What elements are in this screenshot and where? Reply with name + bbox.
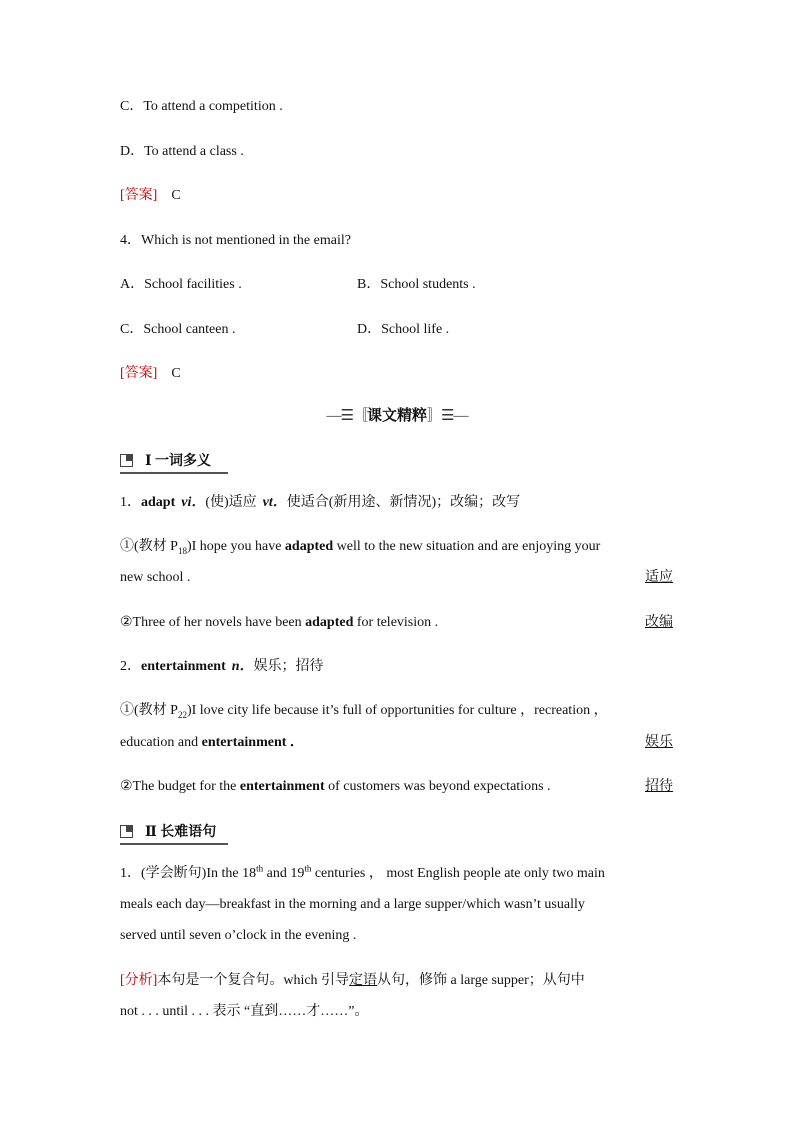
keyword: adapted [284, 539, 334, 554]
banner-right-decoration: 〛☰— [427, 408, 468, 424]
section-title: Ⅰ 一词多义 [145, 454, 212, 469]
example-text: of customers was beyond expectations . [324, 779, 551, 794]
section-underline [120, 843, 228, 845]
analysis-keyword: 定语 [349, 973, 378, 988]
example-1-2-answer: 改编 [645, 615, 673, 630]
section-heading-2 [120, 821, 216, 841]
section-title: Ⅱ 长难语句 [145, 825, 217, 840]
answer-label: [答案] [120, 188, 158, 203]
section-square-icon [120, 825, 133, 838]
example-text: education and [120, 735, 202, 750]
analysis-text: 从句，修饰 a large supper；从句中 [377, 973, 585, 988]
example-2-2 [120, 777, 551, 797]
sentence-text: and 19 [263, 866, 305, 881]
example-2-2-answer: 招待 [645, 779, 673, 794]
q4-option-b: B．School students . [357, 277, 476, 292]
example-source: ①(教材 P [120, 703, 178, 718]
banner-left-decoration: —☰〚 [326, 408, 367, 424]
ordinal-suffix: th [256, 863, 264, 874]
q4-option-a: A．School facilities . [120, 277, 242, 292]
example-source: ①(教材 P [120, 539, 178, 554]
section-underline [120, 472, 228, 474]
definition: 娱乐；招待 [253, 659, 324, 674]
keyword: entertainment ． [201, 735, 304, 750]
ordinal-suffix: th [304, 863, 312, 874]
example-text: )I hope you have [186, 539, 285, 554]
analysis-line2: not . . . until . . . 表示 “直到……才……”。 [120, 1004, 369, 1019]
example-2-1-answer: 娱乐 [645, 735, 673, 750]
example-2-1 [120, 701, 608, 721]
section-square-icon [120, 454, 133, 467]
long-sentence-1-line3: served until seven o’clock in the evening . [120, 928, 357, 943]
word-entry-adapt [120, 493, 520, 513]
example-text: well to the new situation and are enjoying your [333, 539, 601, 554]
q4-option-d: D．School life . [357, 322, 450, 337]
long-sentence-1-line2: meals each day—breakfast in the morning and a large supper/which wasn’t usually [120, 897, 585, 912]
q4-answer [120, 364, 181, 384]
example-1-2 [120, 613, 438, 633]
example-1-1-line2: new school . [120, 570, 191, 585]
page-number: 22 [177, 709, 187, 720]
analysis-text: 本句是一个复合句。which 引导 [157, 973, 350, 988]
example-text: ②Three of her novels have been [120, 615, 306, 630]
keyword: entertainment [239, 779, 325, 794]
q4-question: 4．Which is not mentioned in the email? [120, 233, 351, 248]
analysis-label: [分析] [120, 973, 158, 988]
word-entry-entertainment [120, 657, 324, 677]
sentence-text: In the 18 [206, 866, 257, 881]
page-number: 18 [177, 545, 187, 556]
answer-label: [答案] [120, 366, 158, 381]
entry-word: entertainment [141, 659, 226, 674]
pos-tag: vi． [181, 495, 206, 510]
entry-word: adapt [141, 495, 176, 510]
definition: (使)适应 [205, 495, 257, 510]
example-text: ②The budget for the [120, 779, 240, 794]
example-1-1-answer: 适应 [645, 570, 673, 585]
q3-option-d: D．To attend a class . [120, 144, 244, 159]
section-heading-1 [120, 450, 211, 470]
analysis [120, 971, 585, 991]
q3-answer [120, 186, 181, 206]
long-sentence-1 [120, 864, 605, 884]
keyword: adapted [305, 615, 354, 630]
section-banner [0, 404, 794, 425]
sentence-number: 1． [120, 866, 141, 881]
answer-value: C [171, 188, 181, 203]
sentence-tag: (学会断句) [141, 866, 207, 881]
example-1-1 [120, 537, 600, 557]
entry-number: 1． [120, 495, 141, 510]
example-text: for television . [353, 615, 439, 630]
banner-title: 课文精粹 [366, 408, 427, 424]
q3-option-c: C．To attend a competition . [120, 99, 283, 114]
sentence-text: centuries ， most English people ate only two main [311, 866, 605, 881]
pos-tag: vt． [262, 495, 287, 510]
definition: 使适合(新用途、新情况)；改编；改写 [286, 495, 521, 510]
entry-number: 2． [120, 659, 141, 674]
q4-option-c: C．School canteen . [120, 322, 236, 337]
example-text: )I love city life because it’s full of opportunities for culture ，recreation ， [186, 703, 608, 718]
answer-value: C [171, 366, 181, 381]
example-2-1-line2 [120, 733, 304, 753]
pos-tag: n． [231, 659, 254, 674]
